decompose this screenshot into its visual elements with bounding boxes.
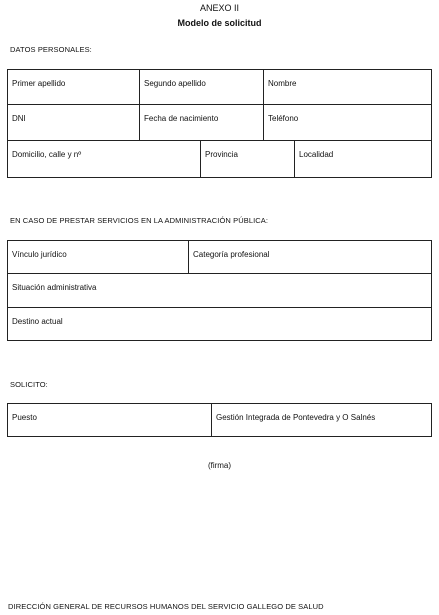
public-service-heading: EN CASO DE PRESTAR SERVICIOS EN LA ADMINISTRACIÓN PÚBLICA:: [10, 216, 269, 225]
field-segundo-apellido[interactable]: Segundo apellido: [140, 70, 264, 105]
footer-addressee: DIRECCIÓN GENERAL DE RECURSOS HUMANOS DEL SERVICIO GALLEGO DE SALUD: [8, 602, 324, 611]
field-categoria-profesional[interactable]: Categoría profesional: [189, 241, 432, 274]
field-situacion-administrativa[interactable]: Situación administrativa: [8, 274, 432, 308]
request-heading: SOLICITO:: [10, 380, 48, 389]
signature-label: (firma): [207, 461, 232, 470]
request-table: [7, 403, 432, 437]
field-domicilio[interactable]: Domicilio, calle y nº: [8, 141, 201, 178]
personal-data-heading: DATOS PERSONALES:: [10, 45, 92, 54]
field-dni[interactable]: DNI: [8, 105, 140, 141]
field-primer-apellido[interactable]: Primer apellido: [8, 70, 140, 105]
personal-data-table: [7, 69, 432, 141]
field-vinculo-juridico[interactable]: Vínculo jurídico: [8, 241, 189, 274]
field-puesto[interactable]: Puesto: [8, 404, 212, 437]
field-destino-actual[interactable]: Destino actual: [8, 308, 432, 341]
annex-label: ANEXO II: [199, 3, 239, 13]
field-puesto-value[interactable]: Gestión Integrada de Pontevedra y O Salnés: [212, 404, 432, 437]
field-provincia[interactable]: Provincia: [201, 141, 295, 178]
field-nombre[interactable]: Nombre: [264, 70, 432, 105]
public-service-table: [7, 240, 432, 341]
field-localidad[interactable]: Localidad: [295, 141, 432, 178]
field-fecha-nacimiento[interactable]: Fecha de nacimiento: [140, 105, 264, 141]
field-telefono[interactable]: Teléfono: [264, 105, 432, 141]
address-table: [7, 140, 432, 178]
form-title: Modelo de solicitud: [177, 18, 262, 28]
